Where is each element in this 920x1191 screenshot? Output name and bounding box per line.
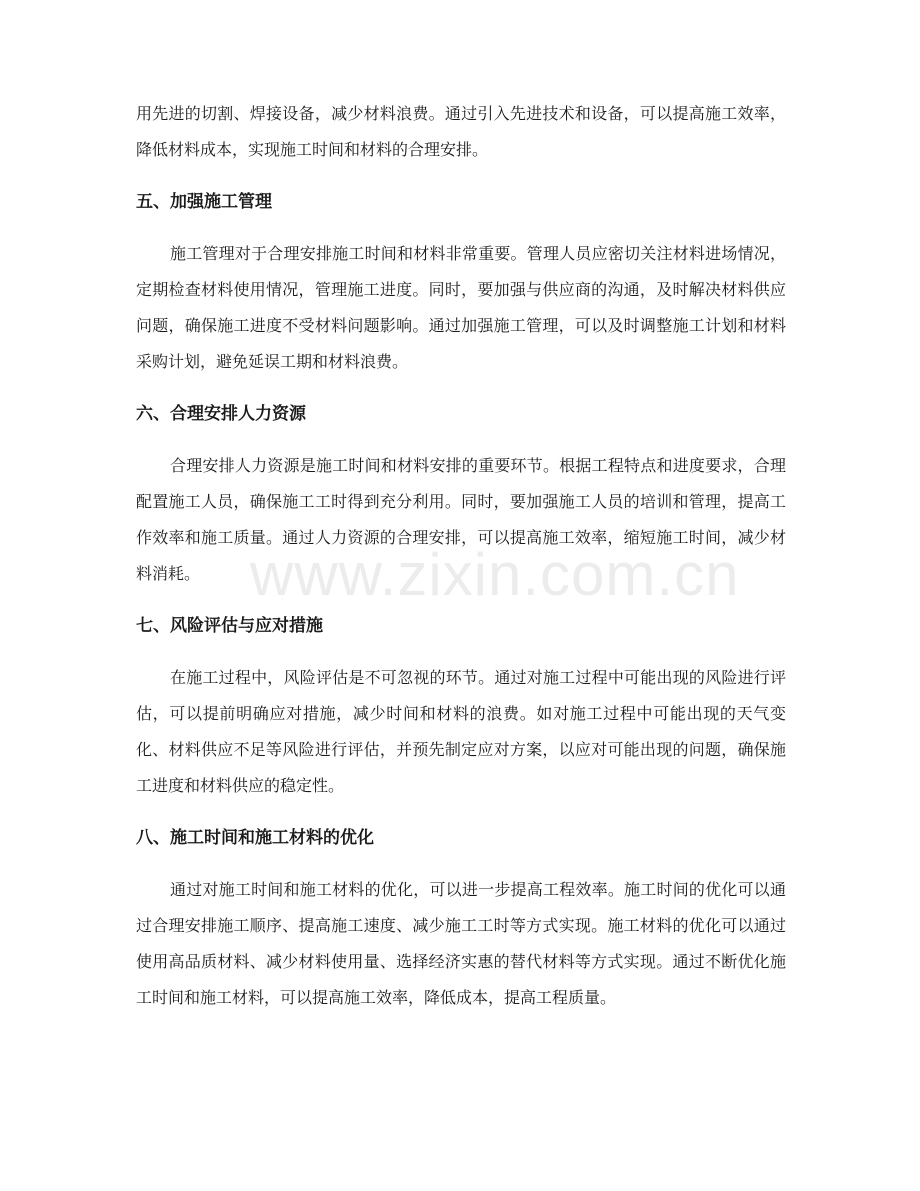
section-body-8: 通过对施工时间和施工材料的优化，可以进一步提高工程效率。施工时间的优化可以通过合理安排施工顺序、提高施工速度、减少施工工时等方式实现。施工材料的优化可以通过使用高品质材料、减少材料使用量、选择经济实惠的替代材料等方式实现。通过不断优化施工时间和施工材料，可以提高施工效率，降低成本，提高工程质量。 — [136, 880, 786, 1007]
section-body-7: 在施工过程中，风险评估是不可忽视的环节。通过对施工过程中可能出现的风险进行评估，可以提前明确应对措施，减少时间和材料的浪费。如对施工过程中可能出现的天气变化、材料供应不足等风险进行评估，并预先制定应对方案，以应对可能出现的问题，确保施工进度和材料供应的稳定性。 — [136, 668, 786, 795]
opening-paragraph: 用先进的切割、焊接设备，减少材料浪费。通过引入先进技术和设备，可以提高施工效率，降低材料成本，实现施工时间和材料的合理安排。 — [136, 104, 786, 159]
section-body-6: 合理安排人力资源是施工时间和材料安排的重要环节。根据工程特点和进度要求，合理配置施工人员，确保施工工时得到充分利用。同时，要加强施工人员的培训和管理，提高工作效率和施工质量。通过人力资源的合理安排，可以提高施工效率，缩短施工时间，减少材料消耗。 — [136, 456, 786, 583]
document-body — [136, 96, 786, 1016]
watermark: www.zixin.com.cn — [250, 541, 740, 608]
section-heading-8: 八、施工时间和施工材料的优化 — [136, 828, 374, 848]
section-heading-6: 六、合理安排人力资源 — [136, 404, 306, 424]
section-body-5: 施工管理对于合理安排施工时间和材料非常重要。管理人员应密切关注材料进场情况，定期检查材料使用情况，管理施工进度。同时，要加强与供应商的沟通，及时解决材料供应问题，确保施工进度不受材料问题影响。通过加强施工管理，可以及时调整施工计划和材料采购计划，避免延误工期和材料浪费。 — [136, 244, 786, 371]
section-heading-5: 五、加强施工管理 — [136, 192, 272, 212]
section-heading-7: 七、风险评估与应对措施 — [136, 616, 323, 636]
